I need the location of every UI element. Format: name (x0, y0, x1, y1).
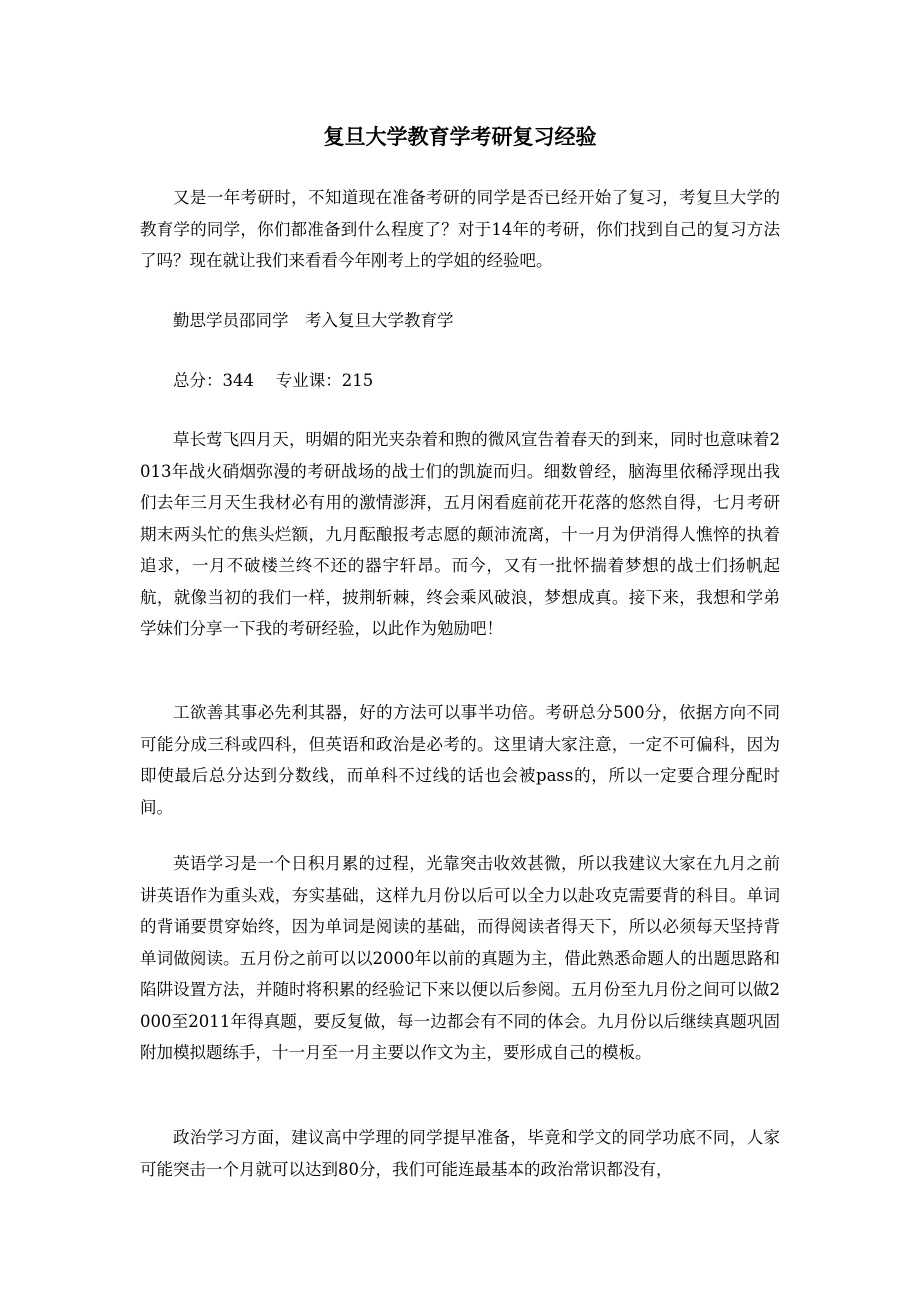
score-line: 总分：344 专业课：215 (173, 371, 374, 390)
intro-paragraph: 又是一年考研时，不知道现在准备考研的同学是否已经开始了复习，考复旦大学的教育学的同学，你们都准备到什么程度了？对于14年的考研，你们找到自己的复习方法了吗？现在就让我们来看看今年刚考上的学姐的经验吧。 (140, 188, 780, 270)
body-paragraph-4: 政治学习方面，建议高中学理的同学提早准备，毕竟和学文的同学功底不同，人家可能突击一个月就可以达到80分，我们可能连最基本的政治常识都没有， (140, 1128, 780, 1179)
body-paragraph-2: 工欲善其事必先利其器，好的方法可以事半功倍。考研总分500分，依据方向不同可能分成三科或四科，但英语和政治是必考的。这里请大家注意，一定不可偏科，因为即使最后总分达到分数线，而单科不过线的话也会被pass的，所以一定要合理分配时间。 (140, 703, 780, 817)
body-paragraph-1: 草长莺飞四月天，明媚的阳光夹杂着和煦的微风宣告着春天的到来，同时也意味着2013年战火硝烟弥漫的考研战场的战士们的凯旋而归。细数曾经，脑海里依稀浮现出我们去年三月天生我材必有用的激情澎湃，五月闲看庭前花开花落的悠然自得，七月考研期末两头忙的焦头烂额，九月酝酿报考志愿的颠沛流离，十一月为伊消得人憔悴的执着追求，一月不破楼兰终不还的器宇轩昂。而今，又有一批怀揣着梦想的战士们扬帆起航，就像当初的我们一样，披荆斩棘，终会乘风破浪，梦想成真。接下来，我想和学弟学妹们分享一下我的考研经验，以此作为勉励吧！ (140, 430, 780, 638)
body-paragraph-3: 英语学习是一个日积月累的过程，光靠突击收效甚微，所以我建议大家在九月之前讲英语作为重头戏，夯实基础，这样九月份以后可以全力以赴攻克需要背的科目。单词的背诵要贯穿始终，因为单词是阅读的基础，而得阅读者得天下，所以必须每天坚持背单词做阅读。五月份之前可以以2000年以前的真题为主，借此熟悉命题人的出题思路和陷阱设置方法，并随时将积累的经验记下来以便以后参阅。五月份至九月份之间可以做2000至2011年得真题，要反复做，每一边都会有不同的体会。九月份以后继续真题巩固附加模拟题练手，十一月至一月主要以作文为主，要形成自己的模板。 (140, 854, 780, 1062)
document-title: 复旦大学教育学考研复习经验 (323, 125, 597, 149)
student-line: 勤思学员邵同学 考入复旦大学教育学 (173, 311, 454, 330)
